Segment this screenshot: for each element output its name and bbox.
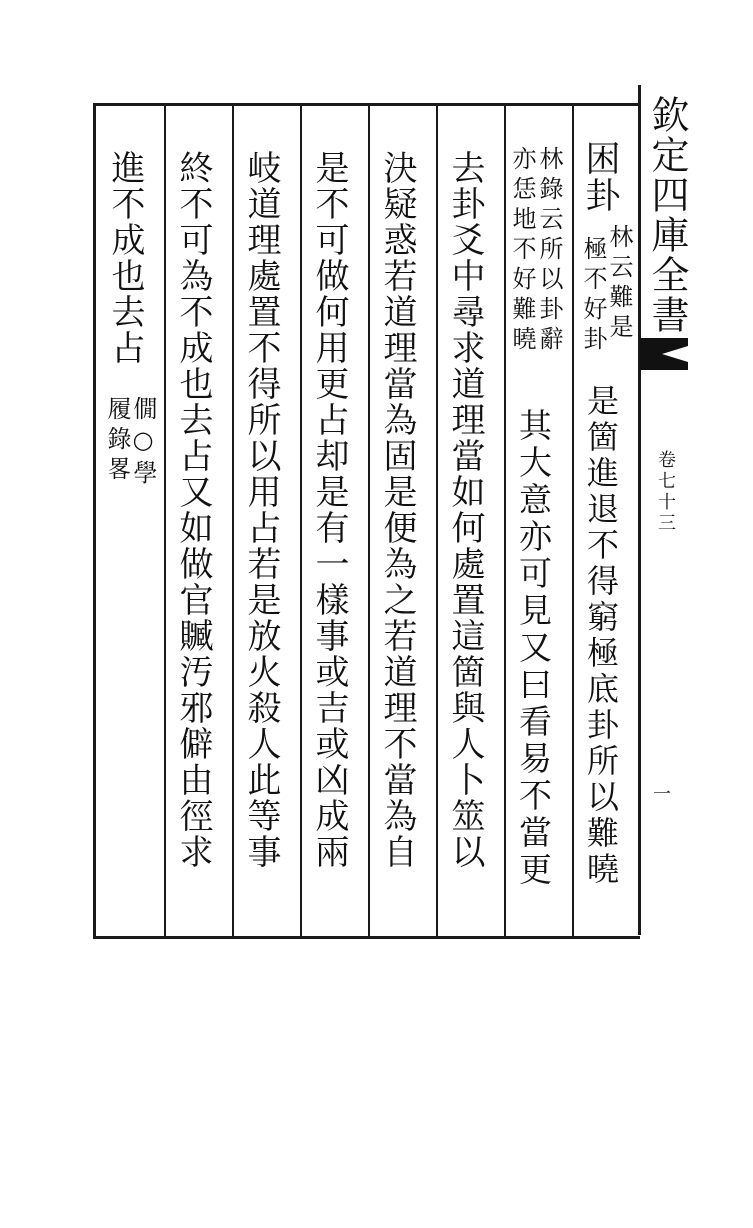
spine-title: 欽定四庫全書	[645, 95, 689, 335]
text-column-1-note-right: 林云難是	[605, 224, 633, 344]
text-column-3: 去卦爻中尋求道理當如何處置這箇與人卜筮以	[445, 150, 485, 870]
column-rule	[436, 106, 438, 936]
text-column-8-note-right: 僩○學	[129, 396, 157, 490]
text-column-2-main: 其大意亦可見又曰看易不當更	[514, 408, 553, 889]
text-column-2-note-left: 亦恁地不好難曉	[508, 146, 536, 356]
text-column-1-note-left: 極不好卦	[579, 236, 607, 356]
text-column-6: 岐道理處置不得所以用占若是放火殺人此等事	[241, 150, 281, 870]
column-rule	[368, 106, 370, 936]
text-column-1-heading: 困卦	[580, 140, 620, 214]
spine-volume: 卷七十三	[655, 450, 676, 534]
column-rule	[572, 106, 574, 936]
text-column-8-main: 進不成也去占	[105, 150, 145, 366]
column-rule	[164, 106, 166, 936]
text-frame	[93, 103, 640, 939]
text-column-4: 決疑惑若道理當為固是便為之若道理不當為自	[377, 150, 417, 870]
text-column-5: 是不可做何用更占却是有一樣事或吉或凶成兩	[309, 150, 349, 870]
text-column-2-note-right: 林錄云所以卦辭	[535, 146, 563, 356]
column-rule	[504, 106, 506, 936]
text-column-1-main: 是箇進退不得窮極底卦所以難曉	[582, 384, 620, 888]
column-rule	[232, 106, 234, 936]
column-rule	[300, 106, 302, 936]
text-column-7: 終不可為不成也去占又如做官贓汚邪僻由徑求	[173, 150, 213, 870]
text-column-8-note-left: 履錄畧	[103, 396, 131, 486]
fish-tail-mark-icon	[640, 338, 688, 370]
spine-rule	[638, 85, 641, 935]
spine-page-number: 一	[653, 784, 671, 805]
